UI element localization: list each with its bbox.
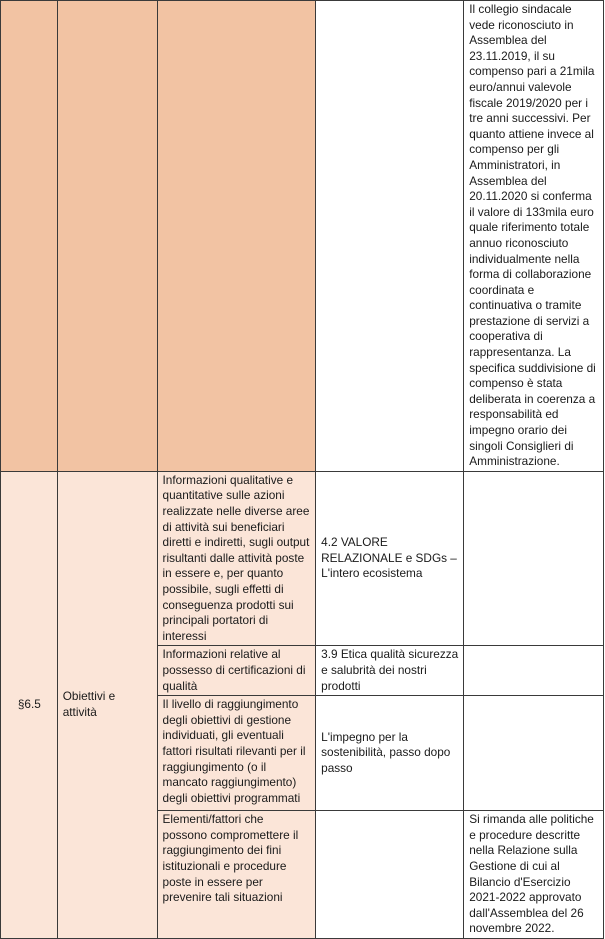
requirement-cell: Elementi/fattori che possono compromettere il raggiungimento dei fini istituzionali e procedure poste in essere per prevenire tali situazioni: [157, 811, 316, 939]
section-title: Obiettivi e attività: [57, 471, 157, 938]
reference-cell: 3.9 Etica qualità sicurezza e salubrità dei nostri prodotti: [316, 646, 464, 696]
remarks-cell: [464, 696, 604, 811]
reference-cell: [316, 811, 464, 939]
reference-cell: 4.2 VALORE RELAZIONALE e SDGs – L'intero ecosistema: [316, 471, 464, 646]
remarks-cell: [464, 471, 604, 646]
remarks-cell: Si rimanda alle politiche e procedure descritte nella Relazione sulla Gestione di cui al Bilancio d'Esercizio 2021-2022 approvato dall'Assemblea del 26 novembre 2022.: [464, 811, 604, 939]
requirement-cell: Il livello di raggiungimento degli obiettivi di gestione individuati, gli eventuali fattori risultati rilevanti per il raggiungimento (o il mancato raggiungimento) degli obiettivi programmati: [157, 696, 316, 811]
requirement-cell: Informazioni qualitative e quantitative sulle azioni realizzate nelle diverse aree di attività sui beneficiari diretti e indiretti, sugli output risultanti dalle attività poste in essere e, per quanto possibile, sugli effetti di conseguenza prodotti sui principali portatori di interessi: [157, 471, 316, 646]
table-row: [1, 471, 604, 646]
section-code: §6.5: [1, 471, 58, 938]
remarks-cell: Il collegio sindacale vede riconosciuto in Assemblea del 23.11.2019, il su compenso pari a 21mila euro/annui valevole fiscale 2019/2020 per i tre anni successivi. Per quanto attiene invece al compenso per gli Amministratori, in Assemblea del 20.11.2020 si conferma il valore di 133mila euro quale riferimento totale annuo riconosciuto individualmente nella forma di collaborazione coordinata e continuativa o tramite prestazione di servizi a cooperativa di rappresentanza. La specifica suddivisione di compenso è stata deliberata in coerenza a responsabilità ed impegno orario dei singoli Consiglieri di Amministrazione.: [464, 1, 604, 472]
section-code-cell-empty: [1, 1, 58, 472]
table-row: [1, 1, 604, 472]
requirement-cell: Informazioni relative al possesso di certificazioni di qualità: [157, 646, 316, 696]
section-title-cell-empty: [57, 1, 157, 472]
reference-cell-empty: [316, 1, 464, 472]
reference-cell: L'impegno per la sostenibilità, passo dopo passo: [316, 696, 464, 811]
remarks-cell: [464, 646, 604, 696]
requirement-cell-empty: [157, 1, 316, 472]
